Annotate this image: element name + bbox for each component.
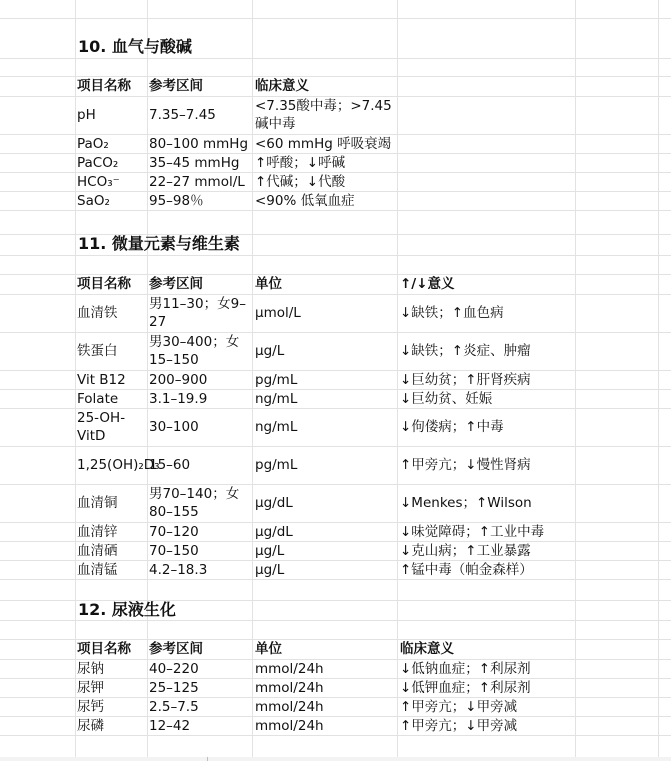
grid-row-line <box>0 18 671 19</box>
grid-row-line <box>0 58 671 59</box>
cell-item: 1,25(OH)₂D₃ <box>77 457 160 473</box>
cell-meaning: ↓佝偻病；↑中毒 <box>400 419 504 435</box>
cell-meaning: <7.35酸中毒；>7.45碱中毒 <box>255 98 392 132</box>
cell-meaning: ↓低钾血症；↑利尿剂 <box>400 679 531 696</box>
table-row[interactable] <box>0 332 671 370</box>
cell-item: PaO₂ <box>77 135 109 152</box>
cell-range: 12–42 <box>149 717 191 734</box>
cell-range: 15–60 <box>149 457 191 473</box>
cell-range: 男30–400；女15–150 <box>149 334 240 368</box>
table-row[interactable] <box>0 389 671 408</box>
cell-item: 血清硒 <box>77 542 118 559</box>
header-unit: 单位 <box>255 641 282 657</box>
cell-meaning: ↓巨幼贫；↑肝肾疾病 <box>400 371 531 388</box>
table-row[interactable] <box>0 408 671 446</box>
sheet-bottom-divider <box>207 757 208 761</box>
grid-row-line <box>0 579 671 580</box>
cell-meaning: ↑锰中毒（帕金森样） <box>400 561 533 578</box>
cell-range: 30–100 <box>149 419 199 435</box>
cell-range: 3.1–19.9 <box>149 390 208 407</box>
cell-unit: pg/mL <box>255 371 298 388</box>
table-row[interactable] <box>0 697 671 716</box>
cell-range: 2.5–7.5 <box>149 698 199 715</box>
table-row[interactable] <box>0 446 671 484</box>
cell-item: 尿磷 <box>77 717 104 734</box>
cell-meaning: ↑甲旁亢；↓慢性肾病 <box>400 457 531 473</box>
cell-unit: mmol/24h <box>255 698 324 715</box>
table-row[interactable] <box>0 678 671 697</box>
cell-item: SaO₂ <box>77 192 110 209</box>
table-row[interactable] <box>0 370 671 389</box>
cell-unit: μg/L <box>255 542 285 559</box>
table-row[interactable] <box>0 541 671 560</box>
cell-meaning: ↓缺铁；↑血色病 <box>400 305 504 321</box>
cell-item: 铁蛋白 <box>77 343 118 359</box>
cell-item: 尿钙 <box>77 698 104 715</box>
grid-row-line <box>0 735 671 736</box>
cell-range: 25–125 <box>149 679 199 696</box>
cell-meaning: ↓缺铁；↑炎症、肿瘤 <box>400 343 531 359</box>
grid-row-line <box>0 210 671 211</box>
cell-item: Folate <box>77 390 119 407</box>
cell-item: 血清锰 <box>77 561 118 578</box>
cell-range: 40–220 <box>149 660 199 677</box>
cell-meaning: ↓Menkes；↑Wilson <box>400 495 532 511</box>
cell-item: 血清锌 <box>77 523 118 540</box>
header-range: 参考区间 <box>149 276 203 292</box>
header-range: 参考区间 <box>149 78 203 94</box>
header-meaning: 临床意义 <box>255 78 309 94</box>
cell-item: 血清铜 <box>77 495 118 511</box>
table-row[interactable] <box>0 134 671 153</box>
cell-item: 尿钠 <box>77 660 104 677</box>
cell-unit: ng/mL <box>255 390 298 407</box>
table-row[interactable] <box>0 153 671 172</box>
cell-unit: μg/dL <box>255 495 293 511</box>
cell-unit: μg/L <box>255 343 285 359</box>
cell-range: 95–98％ <box>149 192 204 209</box>
cell-range: 35–45 mmHg <box>149 154 240 171</box>
cell-meaning: ↓低钠血症；↑利尿剂 <box>400 660 531 677</box>
cell-meaning: ↓味觉障碍；↑工业中毒 <box>400 523 545 540</box>
cell-range: 22–27 mmol/L <box>149 173 245 190</box>
table-row[interactable] <box>0 294 671 332</box>
cell-meaning: ↑甲旁亢；↓甲旁减 <box>400 717 518 734</box>
sheet-bottom-bar <box>0 757 671 761</box>
cell-meaning: ↓克山病；↑工业暴露 <box>400 542 531 559</box>
cell-range: 80–100 mmHg <box>149 135 249 152</box>
cell-range: 男11–30；女9–27 <box>149 296 246 330</box>
cell-range: 70–150 <box>149 542 199 559</box>
cell-item: 尿钾 <box>77 679 104 696</box>
cell-unit: mmol/24h <box>255 679 324 696</box>
table-header-row <box>0 639 671 659</box>
cell-range: 70–120 <box>149 523 199 540</box>
header-range: 参考区间 <box>149 641 203 657</box>
cell-item: pH <box>77 107 96 123</box>
cell-meaning: <90% 低氧血症 <box>255 192 355 209</box>
cell-item: PaCO₂ <box>77 154 119 171</box>
cell-meaning: ↓巨幼贫、妊娠 <box>400 390 493 407</box>
cell-unit: mmol/24h <box>255 660 324 677</box>
section-title-blood-gas: 10. 血气与酸碱 <box>78 37 192 56</box>
table-header-row <box>0 76 671 96</box>
cell-item: 25-OH-VitD <box>77 410 126 444</box>
grid-row-line <box>0 620 671 621</box>
cell-item: HCO₃⁻ <box>77 173 120 190</box>
table-row[interactable] <box>0 96 671 134</box>
section-title-urine-chem: 12. 尿液生化 <box>78 600 176 619</box>
table-row[interactable] <box>0 659 671 678</box>
cell-meaning: ↑甲旁亢；↓甲旁减 <box>400 698 518 715</box>
cell-item: Vit B12 <box>77 371 126 388</box>
cell-meaning: ↑代碱；↓代酸 <box>255 173 346 190</box>
section-title-trace-elements: 11. 微量元素与维生素 <box>78 234 240 253</box>
header-unit: 单位 <box>255 276 282 292</box>
cell-unit: mmol/24h <box>255 717 324 734</box>
cell-range: 7.35–7.45 <box>149 107 216 123</box>
table-row[interactable] <box>0 522 671 541</box>
header-meaning: 临床意义 <box>400 641 454 657</box>
header-item-name: 项目名称 <box>77 641 131 657</box>
cell-unit: ng/mL <box>255 419 298 435</box>
cell-meaning: <60 mmHg 呼吸衰竭 <box>255 135 392 152</box>
grid-row-line <box>0 255 671 256</box>
cell-meaning: ↑呼酸；↓呼碱 <box>255 154 346 171</box>
cell-unit: μmol/L <box>255 305 301 321</box>
cell-range: 男70–140；女80–155 <box>149 486 240 520</box>
cell-range: 4.2–18.3 <box>149 561 208 578</box>
table-row[interactable] <box>0 560 671 579</box>
table-header-row <box>0 274 671 294</box>
cell-unit: μg/L <box>255 561 285 578</box>
table-row[interactable] <box>0 191 671 210</box>
header-item-name: 项目名称 <box>77 78 131 94</box>
cell-unit: μg/dL <box>255 523 293 540</box>
table-row[interactable] <box>0 484 671 522</box>
header-item-name: 项目名称 <box>77 276 131 292</box>
table-row[interactable] <box>0 716 671 735</box>
cell-range: 200–900 <box>149 371 208 388</box>
cell-unit: pg/mL <box>255 457 298 473</box>
table-row[interactable] <box>0 172 671 191</box>
cell-item: 血清铁 <box>77 305 118 321</box>
header-meaning: ↑/↓意义 <box>400 276 455 292</box>
